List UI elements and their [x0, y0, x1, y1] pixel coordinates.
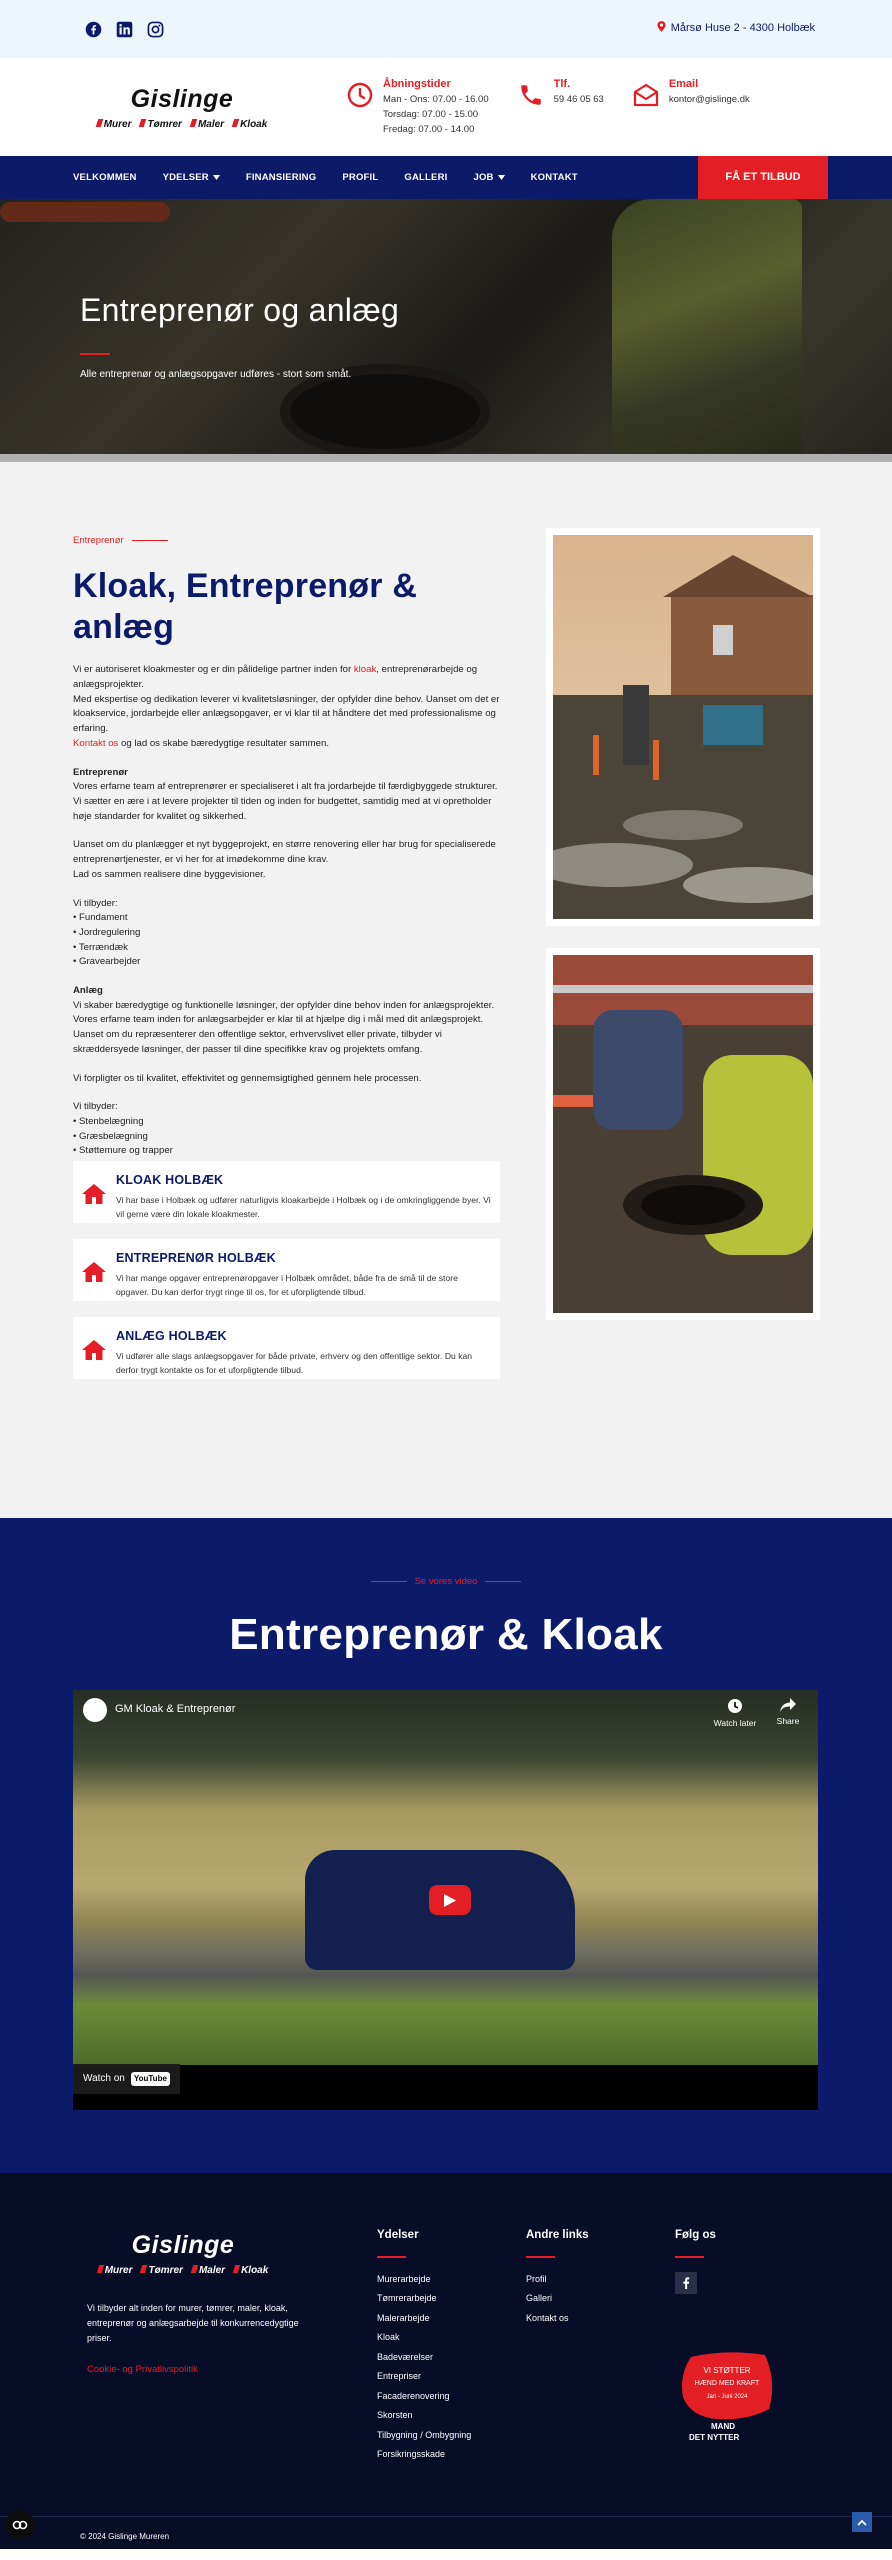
- footer-heading: Ydelser: [377, 2229, 419, 2241]
- charity-badge[interactable]: [677, 2349, 777, 2444]
- address: [657, 21, 815, 38]
- hero-subtitle: Alle entreprenør og anlægsopgaver udføres - stort som småt.: [80, 369, 352, 381]
- hero-banner: [0, 199, 892, 454]
- footer-link[interactable]: Skorsten: [377, 2410, 413, 2421]
- social-links: [85, 21, 164, 38]
- play-icon: [444, 1894, 456, 1907]
- email-label: Email: [668, 77, 699, 90]
- card-text: Vi udfører alle slags anlægsopgaver for både private, erhverv og den offentlige sektor. Du kan derfor trygt kontakte os for et uforpligtende tilbud.: [116, 1351, 473, 1376]
- main-nav: [0, 156, 892, 199]
- logo-brand: Gislinge: [131, 2231, 235, 2259]
- linkedin-icon[interactable]: [116, 21, 133, 38]
- header-info: [346, 77, 750, 138]
- entreprenor-paragraph: Entreprenør Vores erfarne team af entreprenører er specialiseret i alt fra jordarbejde til færdigbyggede strukturer. Vi sætter en ære i at levere projekter til tiden og inden for budgettet, samtidig med at vi opretholder høje standarder for kvalitet og sikkerhed.: [73, 766, 498, 822]
- home-icon: [81, 1181, 107, 1207]
- footer-link[interactable]: Facaderenovering: [377, 2390, 450, 2401]
- divider-strip: [0, 454, 892, 462]
- card-text: Vi har base i Holbæk og udfører naturligvis kloakarbejde i Holbæk og i de omkringliggende byer. Vi vil gerne være din lokale kloakmester.: [116, 1195, 491, 1220]
- clock-icon: [727, 1698, 743, 1714]
- nav-item-profil[interactable]: PROFIL: [342, 171, 379, 183]
- nav-item-ydelser[interactable]: YDELSER: [163, 171, 220, 185]
- footer-other-links: [526, 2227, 589, 2328]
- cookie-icon: [12, 2520, 28, 2530]
- section-title: Kloak, Entreprenør & anlæg: [73, 566, 418, 646]
- cookie-policy-link[interactable]: Cookie- og Privatlivspolitik: [87, 2364, 198, 2375]
- kloak-link[interactable]: kloak: [353, 664, 377, 676]
- share-icon: [780, 1698, 796, 1712]
- channel-avatar[interactable]: [83, 1698, 107, 1722]
- nav-item-kontakt[interactable]: KONTAKT: [530, 171, 578, 183]
- hours-line: Torsdag: 07.00 - 15.00: [383, 109, 479, 121]
- footer-link[interactable]: Forsikringsskade: [377, 2449, 446, 2460]
- phone-number[interactable]: 59 46 05 63: [553, 94, 604, 106]
- video-section: [0, 1518, 892, 2173]
- intro-paragraph: Vi er autoriseret kloakmester og er din pålidelige partner inden for kloak, entreprenørarbejde og anlægsprojekter. Med ekspertise og dedikation leverer vi kvalitetsløsninger, der opfylder dine behov. Uanset om det er kloakservice, jordarbejde eller anlægsopgaver, er vi klar til at håndtere det med professionalisme og erfaring. Kontakt os og lad os skabe bæredygtige resultater sammen.: [73, 664, 500, 749]
- youtube-player[interactable]: [73, 1690, 818, 2110]
- top-bar: [0, 0, 892, 58]
- header: [0, 58, 892, 156]
- chevron-up-icon: [857, 2519, 867, 2526]
- service-card-entreprenor[interactable]: [73, 1239, 500, 1301]
- service-card-anlaeg[interactable]: [73, 1317, 500, 1379]
- clock-icon: [346, 81, 374, 109]
- hours-line: Man - Ons: 07.00 - 16.00: [383, 94, 489, 106]
- footer-heading: Andre links: [526, 2229, 589, 2241]
- construction-photo-2: [546, 948, 820, 1320]
- offer-list-1: Vi tilbyder: • Fundament • Jordregulering • Terrændæk • Gravearbejder: [73, 897, 141, 968]
- offer-list-2: Vi tilbyder: • Stenbelægning • Græsbelægning • Støttemure og trapper: [73, 1101, 173, 1157]
- instagram-icon[interactable]: [147, 21, 164, 38]
- card-title: ENTREPRENØR HOLBÆK: [116, 1251, 276, 1265]
- logo-trade: Maler: [191, 118, 224, 133]
- logo-trade: Maler: [192, 2264, 225, 2279]
- footer-logo[interactable]: [83, 2227, 283, 2279]
- watch-later-button[interactable]: Watch later: [710, 1698, 760, 1730]
- email-address[interactable]: kontor@gislinge.dk: [668, 94, 750, 106]
- intro-column: [73, 534, 500, 1159]
- card-text: Vi har mange opgaver entreprenøropgaver i Holbæk området, både fra de små til de store opgaver. Du kan derfor trygt ringe til os, for et uforpligtende tilbud.: [116, 1273, 458, 1298]
- hero-text: [80, 287, 399, 383]
- footer-link[interactable]: Tømrerarbejde: [377, 2293, 437, 2304]
- section-body: [73, 663, 500, 1159]
- play-button[interactable]: [429, 1885, 471, 1915]
- chevron-down-icon: [213, 175, 220, 180]
- contact-link[interactable]: Kontakt os: [73, 737, 119, 749]
- logo-brand: Gislinge: [130, 85, 234, 114]
- workers-at-manhole-image: [553, 955, 813, 1313]
- logo-trade: Murer: [97, 118, 132, 133]
- get-quote-button[interactable]: FÅ ET TILBUD: [698, 156, 828, 199]
- email-info[interactable]: [632, 77, 750, 138]
- share-button[interactable]: Share: [773, 1698, 803, 1728]
- footer-link[interactable]: Entrepriser: [377, 2371, 422, 2382]
- nav-item-job[interactable]: JOB: [473, 171, 504, 185]
- nav-item-finansiering[interactable]: FINANSIERING: [245, 171, 317, 183]
- badge-text: MAND: [711, 2422, 735, 2431]
- footer-link[interactable]: Murerarbejde: [377, 2273, 431, 2284]
- chevron-down-icon: [498, 175, 505, 180]
- logo-trades: [98, 2264, 269, 2279]
- card-title: KLOAK HOLBÆK: [116, 1173, 224, 1187]
- footer-link[interactable]: Kontakt os: [526, 2312, 569, 2323]
- construction-site-image: [553, 535, 813, 919]
- logo-trade: Murer: [98, 2264, 133, 2279]
- footer: [0, 2173, 892, 2549]
- logo-trade: Tømrer: [141, 2264, 182, 2279]
- badge-text: DET NYTTER: [689, 2433, 740, 2442]
- page-title: Entreprenør og anlæg: [80, 292, 400, 328]
- logo[interactable]: [82, 81, 282, 133]
- service-cards: [73, 1161, 500, 1395]
- nav-item-galleri[interactable]: GALLERI: [404, 171, 448, 183]
- phone-icon: [517, 81, 545, 109]
- logo-trade: Tømrer: [140, 118, 181, 133]
- footer-link[interactable]: Kloak: [377, 2332, 400, 2343]
- video-title[interactable]: GM Kloak & Entreprenør: [83, 1698, 235, 1722]
- service-card-kloak[interactable]: [73, 1161, 500, 1223]
- logo-trade: Kloak: [233, 118, 267, 133]
- section-eyebrow: Entreprenør: [73, 534, 500, 548]
- youtube-logo: YouTube: [131, 2072, 170, 2086]
- logo-trade: Kloak: [234, 2264, 268, 2279]
- envelope-icon: [632, 81, 660, 109]
- footer-link[interactable]: Malerarbejde: [377, 2312, 430, 2323]
- footer-link[interactable]: Tilbygning / Ombygning: [377, 2429, 472, 2440]
- footer-link[interactable]: Galleri: [526, 2293, 553, 2304]
- home-icon: [81, 1259, 107, 1285]
- phone-label: Tlf.: [553, 77, 571, 90]
- facebook-icon[interactable]: [85, 21, 102, 38]
- footer-link[interactable]: Profil: [526, 2273, 547, 2284]
- watch-on-youtube-button[interactable]: Watch on YouTube: [73, 2064, 180, 2094]
- map-pin-icon: [657, 21, 666, 38]
- cookie-settings-button[interactable]: [5, 2510, 35, 2540]
- entreprenor-paragraph-2: Uanset om du planlægger et nyt byggeprojekt, en større renovering eller har brug for specialiserede entreprenørtjenester, er vi her for at imødekomme dine krav. Lad os sammen realisere dine byggevisioner.: [73, 839, 496, 880]
- anlaeg-paragraph: Anlæg Vi skaber bæredygtige og funktionelle løsninger, der opfylder dine behov inden for anlægsprojekter. Vores erfarne team inden for anlægsarbejder er klar til at hjælpe dig i mål med dit anlægsprojekt. Uanset om du repræsenterer den offentlige sektor, erhvervslivet eller private, tilbyder vi skræddersyede løsninger, der passer til dine specifikke krav og projektets omfang.: [73, 985, 495, 1055]
- video-section-title: Entreprenør & Kloak: [229, 1609, 663, 1659]
- copyright: © 2024 Gislinge Mureren: [0, 2516, 892, 2543]
- scroll-to-top-button[interactable]: [852, 2512, 872, 2532]
- commitment-paragraph: Vi forpligter os til kvalitet, effektivitet og gennemsigtighed gennem hele processen.: [73, 1072, 422, 1084]
- badge-text: Jan - Juni 2024: [706, 2394, 748, 2400]
- address-text: Mårsø Huse 2 - 4300 Holbæk: [670, 22, 815, 35]
- opening-hours: [346, 77, 489, 138]
- badge-text: HÆND MED KRAFT: [694, 2380, 760, 2387]
- home-icon: [81, 1337, 107, 1363]
- footer-heading: Følg os: [675, 2229, 716, 2241]
- hours-line: Fredag: 07.00 - 14.00: [383, 124, 475, 136]
- video-eyebrow: Se vores video: [0, 1518, 892, 1589]
- footer-follow: [675, 2227, 716, 2294]
- phone-info[interactable]: [517, 77, 604, 138]
- badge-text: VI STØTTER: [703, 2366, 751, 2375]
- title-underline: [80, 353, 110, 355]
- footer-about: Vi tilbyder alt inden for murer, tømrer, maler, kloak, entreprenør og anlægsarbejde til konkurrencedygtige priser.: [87, 2303, 299, 2343]
- card-title: ANLÆG HOLBÆK: [116, 1329, 227, 1343]
- construction-photo-1: [546, 528, 820, 926]
- opening-hours-label: Åbningstider: [383, 77, 451, 90]
- nav-item-velkommen[interactable]: VELKOMMEN: [73, 171, 137, 183]
- nav-items: [73, 171, 578, 185]
- footer-services: [377, 2227, 471, 2465]
- logo-trades: [97, 118, 268, 133]
- footer-link[interactable]: Badeværelser: [377, 2351, 434, 2362]
- facebook-icon[interactable]: [675, 2272, 697, 2294]
